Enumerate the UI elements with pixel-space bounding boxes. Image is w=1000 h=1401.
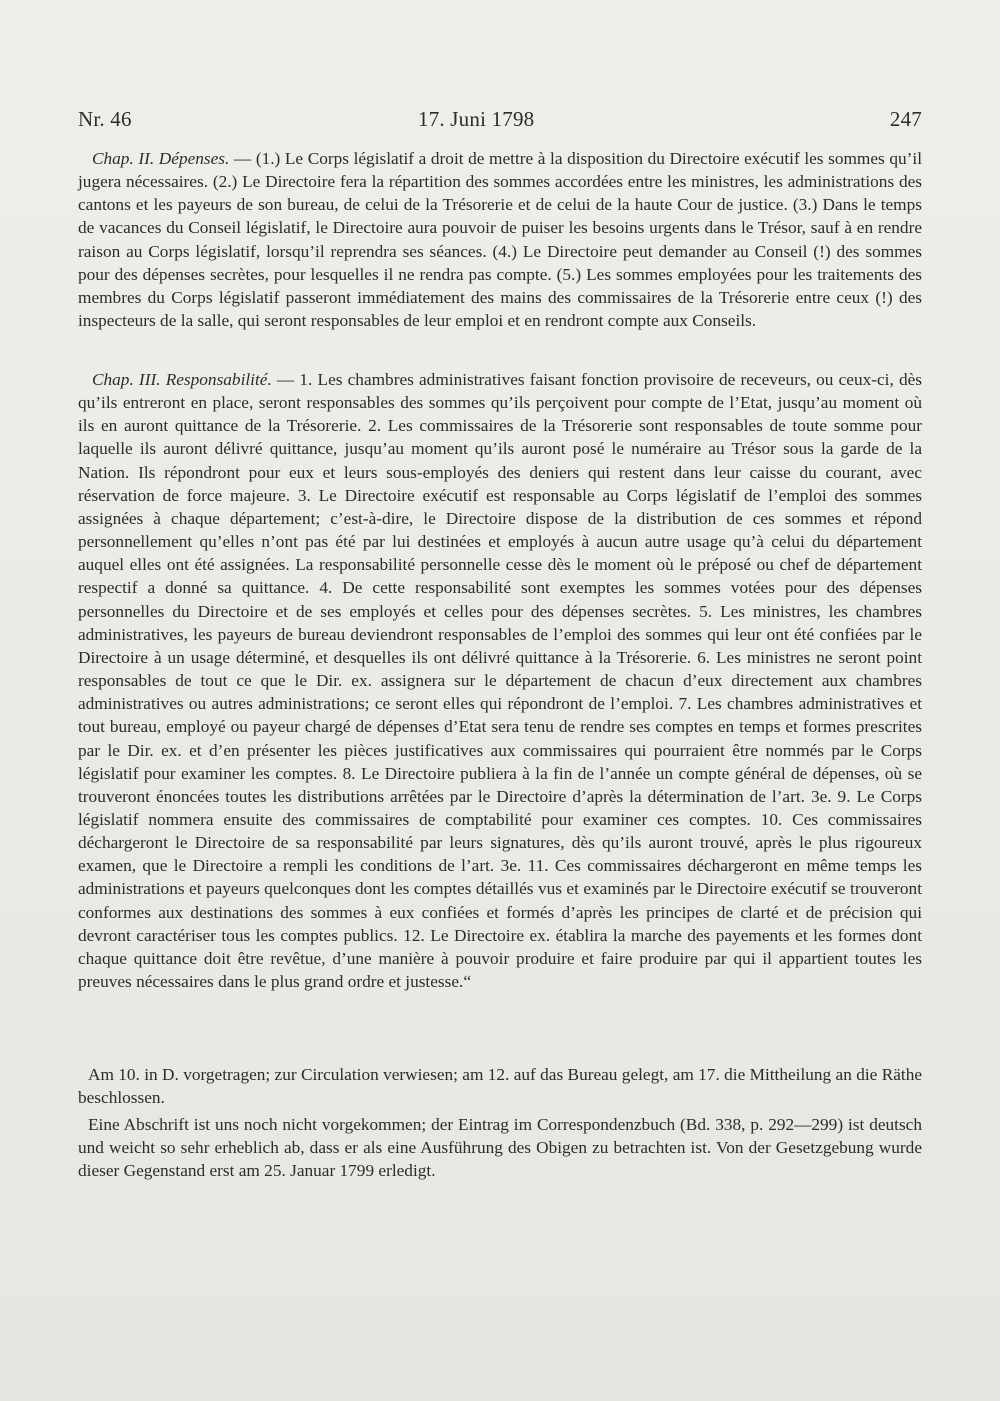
paragraph-text: — (1.) Le Corps législatif a droit de mettre à la disposition du Directoire exécutif les sommes qu’il jugera nécessaires. (2.) Le Directoire fera la répartition des sommes accordées entre les ministres, les administrations des cantons et les payeurs de son bureau, de celui de la Trésorerie et de celui de la haute Cour de justice. (3.) Dans le temps de vacances du Conseil législatif, le Directoire aura pouvoir de puiser les besoins urgents dans le Trésor, sauf à en rendre raison au Corps législatif, lorsqu’il reprendra ses séances. (4.) Le Directoire peut demander au Conseil (!) des sommes pour des dépenses secrètes, pour lesquelles il ne rendra pas compte. (5.) Les sommes employées pour les traitements des membres du Corps législatif passeront immédiatement des mains des commissaires de la Trésorerie entre ceux (!) des inspecteurs de la salle, qui seront responsables de leur emploi et en rendront compte aux Conseils. (78, 149, 922, 331)
paragraph-text: — 1. Les chambres administratives faisant fonction provisoire de receveurs, ou ceux-ci, dès qu’ils entreront en place, seront responsables des sommes qu’ils perçoivent pour compte de l’Etat, jusqu’au moment où ils en auront quittance de la Trésorerie. 2. Les commissaires de la Trésorerie sont responsables de toute somme pour laquelle ils auront délivré quittance, jusqu’au moment qu’ils auront posé le numéraire au Trésor sous la garde de la Nation. Ils répondront pour eux et leurs sous-employés des deniers qui restent dans leur caisse du courant, avec réservation de force majeure. 3. Le Directoire exécutif est responsable au Corps législatif de l’emploi des sommes assignées à chaque département; c’est-à-dire, le Directoire dispose de la distribution de ces sommes et répond personnellement qu’elles n’ont pas été par lui destinées et employés à aucun autre usage qu’à celui du département auquel elles ont été assignées. La responsabilité personnelle cesse dès le moment où le préposé ou chef de département respectif a donné sa quittance. 4. De cette responsabilité sont exemptes les sommes votées pour des dépenses personnelles du Directoire et de ses employés et celles pour des dépenses secrètes. 5. Les ministres, les chambres administratives, les payeurs de bureau deviendront responsables de l’emploi des sommes qui leur ont été confiées par le Directoire à un usage déterminé, et desquelles ils ont délivré quittance à la Trésorerie. 6. Les ministres ne seront point responsables de tout ce que le Dir. ex. assignera sur le département de chacun d’eux directement aux chambres administratives ou autres administrations; ce seront elles qui répondront de l’emploi. 7. Les chambres administratives et tout bureau, employé ou payeur chargé de dépenses d’Etat sera tenu de rendre ses comptes en temps et formes prescrites par le Dir. ex. et d’en présenter les pièces justificatives aux commissaires qui pourraient être nommés par le Corps législatif pour examiner les comptes. 8. Le Directoire publiera à la fin de l’année un compte général de dépenses, où se trouveront énoncées toutes les distributions arrêtées par le Directoire d’après la détermination de l’art. 3e. 9. Le Corps législatif nommera ensuite des commissaires de comptabilité pour examiner ces comptes. 10. Ces commissaires déchargeront le Directoire de sa responsabilité par leurs signatures, dès qu’ils auront trouvé, après le plus rigoureux examen, que le Directoire a rempli les conditions de l’art. 3e. 11. Ces commissaires déchargeront en même temps les administrations et payeurs quelconques dont les comptes détaillés vus et examinés par le Directoire exécutif se trouveront conformes aux destinations des sommes à eux confiées et formés d’après les principes de clarté et de précision qui devront caractériser tous les comptes publics. 12. Le Directoire ex. établira la marche des payements et les formes dont chaque quittance doit être revêtue, d’une manière à pouvoir produire et faire produire par qui il appartient toutes les preuves nécessaires dans le plus grand ordre et justesse.“ (78, 370, 922, 992)
chapter-heading: Chap. II. Dépenses. (92, 149, 230, 168)
paragraph-chapter-2-depenses (78, 147, 922, 332)
paragraph-text: Eine Abschrift ist uns noch nicht vorgekommen; der Eintrag im Correspondenzbuch (Bd. 338, p. 292—299) ist deutsch und weicht so sehr erheblich ab, dass er als eine Ausführung des Obigen zu betrachten ist. Von der Gesetzgebung wurde dieser Gegenstand erst am 25. Januar 1799 erledigt. (78, 1115, 922, 1181)
document-number: Nr. 46 (78, 107, 132, 131)
document-date: 17. Juni 1798 (418, 107, 535, 131)
paragraph-text: Am 10. in D. vorgetragen; zur Circulation verwiesen; am 12. auf das Bureau gelegt, am 17. die Mittheilung an die Räthe beschlossen. (78, 1065, 922, 1108)
paragraph-editorial-note (78, 1113, 922, 1182)
paragraph-procedure-note (78, 1063, 922, 1109)
chapter-heading: Chap. III. Responsabilité. (92, 370, 272, 389)
paragraph-chapter-3-responsabilite (78, 368, 922, 993)
page-number: 247 (889, 107, 922, 131)
page-header (78, 107, 922, 137)
